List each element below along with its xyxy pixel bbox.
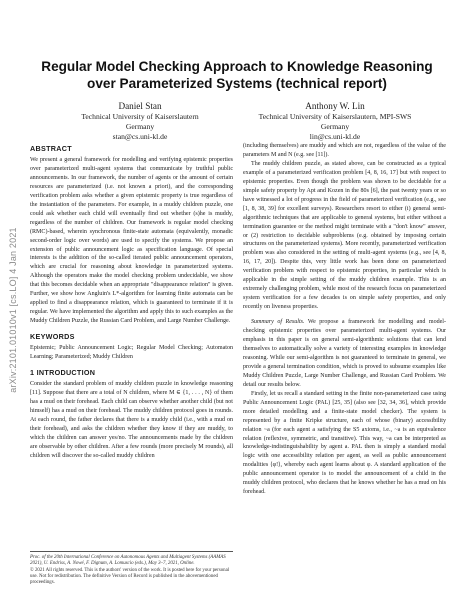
summary-text: We propose a framework for modelling and model-checking epistemic properties over parameterized multi-agent systems. Our emphasis in this paper is on general semi-algorithmic solutions that can lend themselves to automatically solve a variety of interesting examples in knowledge reasoning. While our semi-algorithm is not guaranteed to terminate in general, we provide a general termination condition, which is proved to subsume examples like Muddy Children Puzzle, Large Number Challenge, and Russian Card Problem. We detail our results below.	[243, 319, 446, 388]
author-name: Anthony W. Lin	[305, 101, 365, 111]
keywords-heading: KEYWORDS	[30, 332, 75, 342]
arxiv-identifier: arXiv:2101.01010v1 [cs.LO] 4 Jan 2021	[8, 227, 19, 393]
author-block-2	[245, 100, 425, 142]
summary-label: Summary of Results.	[251, 319, 305, 326]
intro-paragraph-2: The muddy children puzzle, as stated above, can be constructed as a typical example of a parameterized verification problem [4, 8, 16, 17] but with respect to epistemic properties. Even though the problem was shown to be decidable for a simple safety property by Apt and Kozen in the 80s [6], the past twenty years or so have witnessed a lot of progress in the field of parameterized verification (e.g., see [1, 8, 38, 39] for excellent surveys). Researchers resort to either (i) general semi-algorithmic techniques that are applicable to general systems, but either without a termination guarantee or the method might terminate with a "don't know" answer, or (2) restriction to decidable subproblems (e.g. obtained by imposing certain structures on the parameterized systems). More recently, parameterized verification problem was also considered in the setting of multi-agent systems (e.g., see [4, 8, 16, 17, 20]). Despite this, very little work has been done on parameterized verification problem with respect to epistemic properties, in particular which is applicable in the simple setting of the muddy children example. This is an extremely challenging problem, while most of the research focus on parameterized system verification for a few decades is on simple safety properties, and only recently on liveness properties.	[243, 160, 446, 311]
introduction-text: Consider the standard problem of muddy children puzzle in knowledge reasoning [11]. Suppose that there are a total of N children, where M ∈ {1, . . . , N} of them has a mud on their forehead. Each child can observe whether another child (but not himself) has a mud on their forehead. The muddy children protocol goes in rounds. At each round, the father declares that there is a muddy child (i.e., with a mud on their forehead), and asks the children whether they know if they are muddy, to which the children can answer yes/no. The announcements made by the children are observable by other children. After a few rounds (more precisely M rounds), all children will discover the so-called muddy children	[30, 381, 233, 459]
pal-paragraph: Firstly, let us recall a standard setting in the finite non-parameterized case using Public Announcement Logic (PAL) [25, 35] (also see [32, 34, 36], which provide more detailed modelling and a finite-state model checker). The system is represented by a finite Kripke structure, each of whose (binary) accessibility relation ~a (for each agent a satisfying the S5 axioms, i.e., ~a is an equivalence relation (reflexive, symmetric, and transitive). This way, ~a can be interpreted as knowledge-indistinguishability by agent a. PAL then is simply a standard modal logic with one accessibility relation per agent, as well as public announcement modalities ⟨φ!⟩, whereby each agent learns about φ. A standard application of the public announcement operator is to model the announcement of a child in the muddy children protocol, who declares that he knows whether he has a mud on his forehead.	[243, 390, 446, 496]
author-email[interactable]: stan@cs.uni-kl.de	[112, 132, 168, 141]
abstract-text: We present a general framework for modelling and verifying epistemic properties over parameterized multi-agent systems that communicate by truthful public announcements. In our framework, the number of agents or the amount of certain resources are parameterized (i.e. not known a priori), and the corresponding verification problem asks whether a given epistemic property is true regardless of the instantiation of the parameters. For example, in a muddy children puzzle, one could ask whether each child will eventually find out whether (s)he is muddy, regardless of the number of children. Our framework is regular model checking (RMC)-based, wherein synchronous finite-state automata (equivalently, monadic second-order logic over words) are used to specify the systems. We propose an extension of public announcement logic as specification language. Of special interests is the addition of the so-called iterated public announcement operators, which are crucial for reasoning about knowledge in parameterized systems. Although the operators make the model checking problem undecidable, we show that this becomes decidable when an appropriate "disappearance relation" is given. Further, we show how Angluin's L*-algorithm for learning finite automata can be applied to find a disappearance relation, which is guaranteed to terminate if it is regular. We have implemented the algorithm and apply this to such examples as the Muddy Children Puzzle, the Russian Card Problem, and Large Number Challenge.	[30, 157, 233, 325]
left-column	[30, 144, 233, 461]
intro-continued: (including themselves) are muddy and which are not, regardless of the value of the parameters M and N (e.g. see [11]).	[243, 143, 446, 158]
paper-title	[30, 58, 444, 92]
rights-note: © 2021 All rights reserved. This is the authors' version of the work. It is posted here for your personal use. Not for redistribution. The definitive Version of Record is published in the abovementioned proceedings.	[30, 567, 230, 586]
copyright-footnote	[30, 551, 233, 586]
author-block-1	[50, 100, 230, 142]
introduction-heading: 1 INTRODUCTION	[30, 368, 96, 378]
proceedings-note: Proc. of the 20th International Conference on Autonomous Agents and Multiagent Systems (AAMAS 2021), U. Endriss, A. Nowé, F. Dignum, A. Lomuscio (eds.), May 3–7, 2021, Online.	[30, 555, 226, 567]
title-line-2: over Parameterized Systems (technical report)	[87, 76, 387, 91]
author-country: Germany	[125, 122, 155, 131]
author-affiliation: Technical University of Kaiserslautern	[81, 112, 199, 121]
author-affiliation: Technical University of Kaiserslautern, MPI-SWS	[258, 112, 412, 121]
title-line-1: Regular Model Checking Approach to Knowledge Reasoning	[41, 59, 433, 74]
author-country: Germany	[320, 122, 350, 131]
right-column	[243, 142, 446, 497]
author-name: Daniel Stan	[118, 101, 162, 111]
keywords-text: Epistemic; Public Announcement Logic; Regular Model Checking; Automaton Learning; Parameterized; Muddy Children	[30, 345, 233, 361]
author-email[interactable]: lin@cs.uni-kl.de	[309, 132, 361, 141]
abstract-heading: ABSTRACT	[30, 144, 72, 153]
summary-paragraph	[243, 318, 446, 390]
